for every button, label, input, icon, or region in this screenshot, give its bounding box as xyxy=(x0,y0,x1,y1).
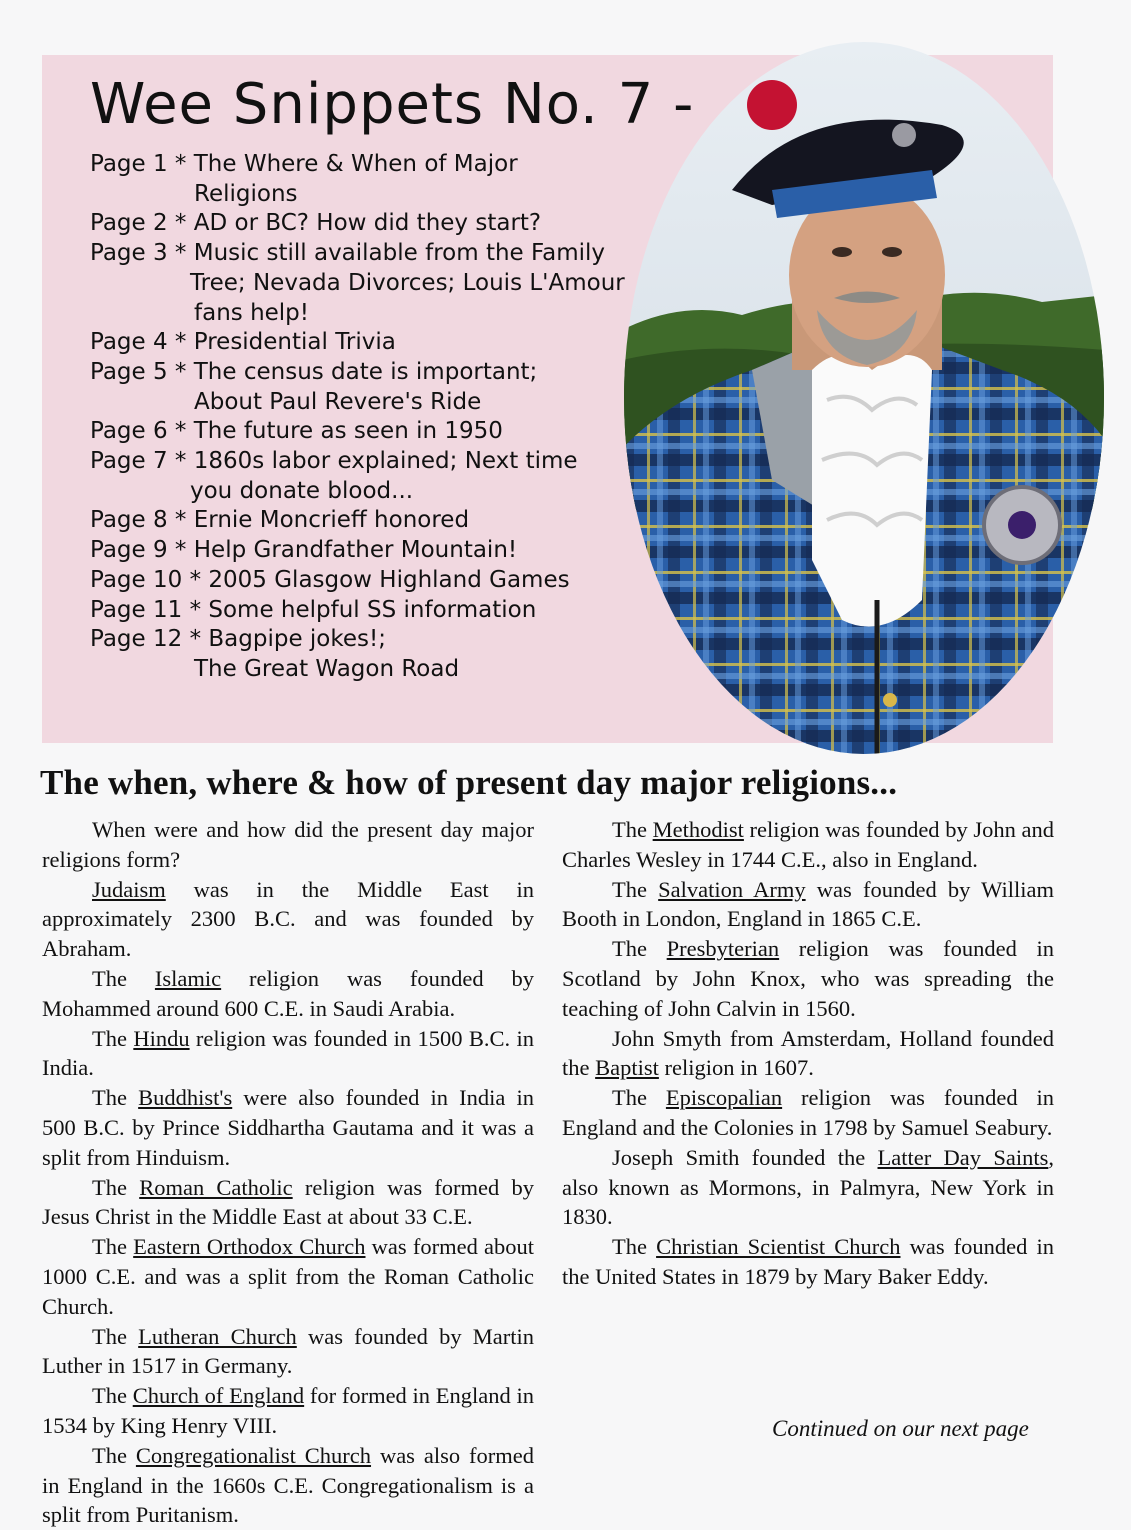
toc-line: Page 4 * Presidential Trivia xyxy=(90,329,396,356)
article-paragraph: The Hindu religion was founded in 1500 B.C. in India. xyxy=(42,1025,534,1081)
newsletter-title: Wee Snippets No. 7 - xyxy=(90,72,695,137)
toc-line: Page 6 * The future as seen in 1950 xyxy=(90,418,503,445)
article-paragraph: The Episcopalian religion was founded in England and the Colonies in 1798 by Samuel Seabury. xyxy=(562,1085,1054,1140)
religion-name: Congregationalist Church xyxy=(135,1442,372,1468)
article-paragraph: John Smyth from Amsterdam, Holland founded the Baptist religion in 1607. xyxy=(562,1025,1054,1081)
article-paragraph: The Methodist religion was founded by John and Charles Wesley in 1744 C.E., also in England. xyxy=(562,817,1054,872)
article-paragraph: The Salvation Army was founded by William Booth in London, England in 1865 C.E. xyxy=(562,876,1054,932)
religion-name: Salvation Army xyxy=(658,876,806,902)
article-paragraph: The Church of England for formed in England in 1534 by King Henry VIII. xyxy=(42,1383,534,1438)
religion-name: Presbyterian xyxy=(666,936,780,962)
toc-line: you donate blood... xyxy=(190,477,414,504)
toc-line: Tree; Nevada Divorces; Louis L'Amour xyxy=(190,269,625,296)
religion-name: Lutheran Church xyxy=(138,1323,297,1349)
religion-name: Baptist xyxy=(595,1055,659,1081)
toc-line: Page 7 * 1860s labor explained; Next time xyxy=(90,448,578,475)
article-column-left xyxy=(42,815,534,1530)
toc-line: Page 2 * AD or BC? How did they start? xyxy=(90,210,542,237)
religion-name: Hindu xyxy=(133,1025,190,1051)
religion-name: Eastern Orthodox Church xyxy=(133,1234,366,1260)
toc-line: Religions xyxy=(194,180,298,207)
article-headline: The when, where & how of present day major religions... xyxy=(40,763,898,802)
article-paragraph: The Lutheran Church was founded by Martin Luther in 1517 in Germany. xyxy=(42,1323,535,1379)
religion-name: Church of England xyxy=(132,1383,305,1409)
continued-note: Continued on our next page xyxy=(772,1416,1029,1441)
toc-line: fans help! xyxy=(194,299,309,326)
portrait-photo xyxy=(622,40,1106,756)
religion-name: Methodist xyxy=(652,817,744,842)
toc-line: About Paul Revere's Ride xyxy=(194,388,482,415)
article-paragraph: The Buddhist's were also founded in India in 500 B.C. by Prince Siddhartha Gautama and it was a split from Hinduism. xyxy=(42,1085,535,1170)
article-paragraph: Joseph Smith founded the Latter Day Saints, also known as Mormons, in Palmyra, New York in 1830. xyxy=(562,1144,1054,1230)
religion-name: Islamic xyxy=(154,965,222,991)
religion-name: Latter Day Saints xyxy=(877,1144,1049,1170)
table-of-contents xyxy=(90,150,650,685)
toc-line: Page 10 * 2005 Glasgow Highland Games xyxy=(90,566,570,593)
religion-name: Judaism xyxy=(92,876,166,902)
toc-line: Page 9 * Help Grandfather Mountain! xyxy=(90,537,518,564)
toc-line: Page 1 * The Where & When of Major xyxy=(90,151,518,177)
article-paragraph: Judaism was in the Middle East in approximately 2300 B.C. and was founded by Abraham. xyxy=(42,876,534,962)
toc-line: Page 3 * Music still available from the Family xyxy=(90,240,606,267)
article-paragraph: The Presbyterian religion was founded in Scotland by John Knox, who was spreading the teaching of John Calvin in 1560. xyxy=(562,936,1054,1021)
toc-line: Page 12 * Bagpipe jokes!; xyxy=(90,626,386,653)
article-paragraph: The Eastern Orthodox Church was formed about 1000 C.E. and was a split from the Roman Catholic Church. xyxy=(42,1234,535,1319)
toc-line: The Great Wagon Road xyxy=(194,655,460,682)
article-column-right xyxy=(562,815,1054,1292)
religion-name: Christian Scientist Church xyxy=(656,1234,901,1260)
article-paragraph: The Christian Scientist Church was founded in the United States in 1879 by Mary Baker Eddy. xyxy=(562,1234,1054,1289)
article-paragraph: The Congregationalist Church was also formed in England in the 1660s C.E. Congregationalism is a split from Puritanism. xyxy=(42,1442,534,1528)
article-paragraph: The Roman Catholic religion was formed by Jesus Christ in the Middle East at about 33 C.E. xyxy=(42,1174,534,1230)
religion-name: Episcopalian xyxy=(665,1085,783,1111)
article-paragraph: The Islamic religion was founded by Mohammed around 600 C.E. in Saudi Arabia. xyxy=(42,965,534,1021)
toc-line: Page 5 * The census date is important; xyxy=(90,358,538,385)
religion-name: Roman Catholic xyxy=(139,1174,293,1200)
article-paragraph: When were and how did the present day major religions form? xyxy=(42,817,534,872)
toc-line: Page 11 * Some helpful SS information xyxy=(90,596,537,623)
religion-name: Buddhist's xyxy=(138,1085,233,1111)
toc-line: Page 8 * Ernie Moncrieff honored xyxy=(90,507,470,534)
